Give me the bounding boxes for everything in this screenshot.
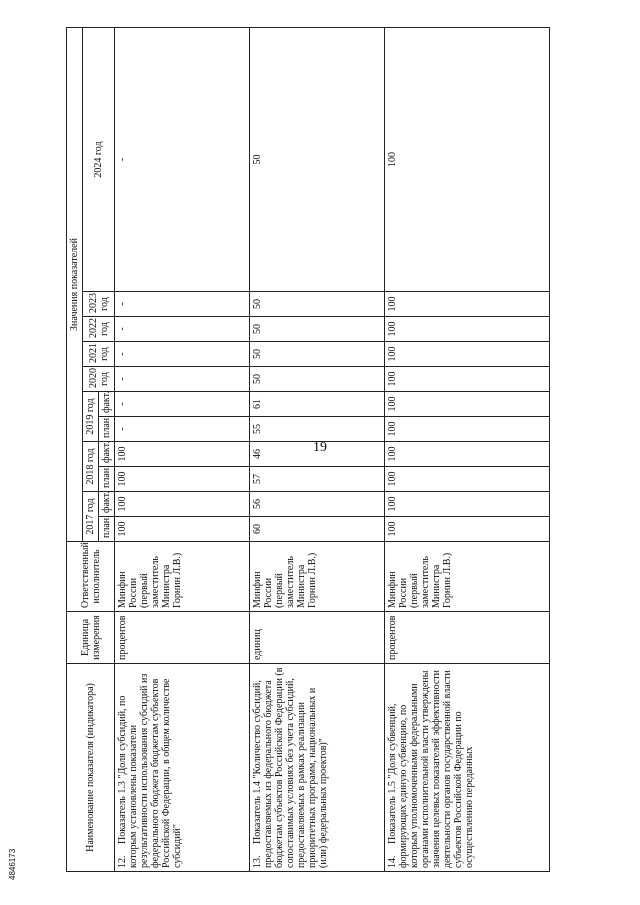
value-2017-fact: 56 <box>250 492 385 517</box>
value-2019-fact: 61 <box>250 392 385 417</box>
row-number: 14. <box>387 855 398 868</box>
value-2019-plan: 100 <box>385 417 550 442</box>
indicator-name <box>250 664 385 872</box>
indicator-name-text: Показатель 1.4 "Количество субсидий, предоставляемых из федерального бюджета бюджетам субъектов Российской Федерации (в сопоставимых условиях без учета субсидий, предоставляемых в рамках реализации приоритетных программ, национальных и (или) федеральных проектов)" <box>252 667 329 868</box>
value-2018-fact: 46 <box>250 442 385 467</box>
value-2021: 50 <box>250 342 385 367</box>
value-2023: 100 <box>385 292 550 317</box>
executor-cell: Минфин России (первый заместитель Министра Горнин Л.В.) <box>115 542 250 612</box>
value-2019-fact: 100 <box>385 392 550 417</box>
value-2019-plan: 55 <box>250 417 385 442</box>
value-2024: 50 <box>250 28 385 292</box>
value-2017-fact: 100 <box>385 492 550 517</box>
value-2023: - <box>115 292 250 317</box>
header-year-2024: 2024 год <box>83 28 115 292</box>
executor-cell: Минфин России (первый заместитель Министра Горнин Л.В.) <box>385 542 550 612</box>
value-2018-fact: 100 <box>115 442 250 467</box>
value-2018-plan: 57 <box>250 467 385 492</box>
indicator-name <box>385 664 550 872</box>
indicator-name-text: Показатель 1.5 "Доля субвенций, формирующих единую субвенцию, по которым уполномоченными федеральными органами исполнительной власти утверждены значения целевых показателей эффективности деятельности органов государственной власти субъектов Российской Федерации по осуществлению переданных <box>387 670 475 868</box>
indicator-name <box>115 664 250 872</box>
header-unit: Единица измерения <box>67 612 115 664</box>
value-2023: 50 <box>250 292 385 317</box>
value-2021: - <box>115 342 250 367</box>
header-year-2022: 2022 год <box>83 317 115 342</box>
row-number: 13. <box>252 855 263 868</box>
value-2020: - <box>115 367 250 392</box>
header-plan-2019: план. <box>99 417 115 442</box>
header-fact-2018: факт. <box>99 442 115 467</box>
header-year-2017: 2017 год <box>83 492 99 542</box>
table-row-13 <box>250 28 385 872</box>
header-name: Наименование показателя (индикатора) <box>67 664 115 872</box>
value-2017-plan: 100 <box>385 517 550 542</box>
value-2017-fact: 100 <box>115 492 250 517</box>
value-2022: 50 <box>250 317 385 342</box>
page-number: 19 <box>313 440 327 455</box>
header-fact-2017: факт. <box>99 492 115 517</box>
value-2020: 50 <box>250 367 385 392</box>
value-2018-plan: 100 <box>385 467 550 492</box>
value-2024: - <box>115 28 250 292</box>
header-year-2018: 2018 год <box>83 442 99 492</box>
unit-cell: процентов <box>385 612 550 664</box>
value-2020: 100 <box>385 367 550 392</box>
header-year-2020: 2020 год <box>83 367 115 392</box>
header-fact-2019: факт. <box>99 392 115 417</box>
unit-cell: процентов <box>115 612 250 664</box>
unit-cell: единиц <box>250 612 385 664</box>
value-2019-plan: - <box>115 417 250 442</box>
value-2021: 100 <box>385 342 550 367</box>
value-2022: 100 <box>385 317 550 342</box>
header-plan-2018: план. <box>99 467 115 492</box>
table-row-14 <box>385 28 550 872</box>
value-2018-plan: 100 <box>115 467 250 492</box>
header-values-group: Значения показателей <box>67 28 83 542</box>
header-executor: Ответственный исполнитель <box>67 542 115 612</box>
indicators-table <box>66 27 550 872</box>
indicator-name-text: Показатель 1.3 "Доля субсидий, по которым установлены показатели результативности использования субсидий из федерального бюджета бюджетам субъектов Российской Федерации, в общем количестве субсидий" <box>117 673 183 868</box>
table-row-12 <box>115 28 250 872</box>
value-2018-fact: 100 <box>385 442 550 467</box>
header-plan-2017: план. <box>99 517 115 542</box>
document-id: 4846173 <box>8 848 17 880</box>
row-number: 12. <box>117 855 128 868</box>
value-2017-plan: 100 <box>115 517 250 542</box>
header-year-2021: 2021 год <box>83 342 115 367</box>
executor-cell: Минфин России (первый заместитель Министра Горнин Л.В.) <box>250 542 385 612</box>
value-2019-fact: - <box>115 392 250 417</box>
header-year-2023: 2023 год <box>83 292 115 317</box>
value-2024: 100 <box>385 28 550 292</box>
header-year-2019: 2019 год <box>83 392 99 442</box>
value-2017-plan: 60 <box>250 517 385 542</box>
value-2022: - <box>115 317 250 342</box>
